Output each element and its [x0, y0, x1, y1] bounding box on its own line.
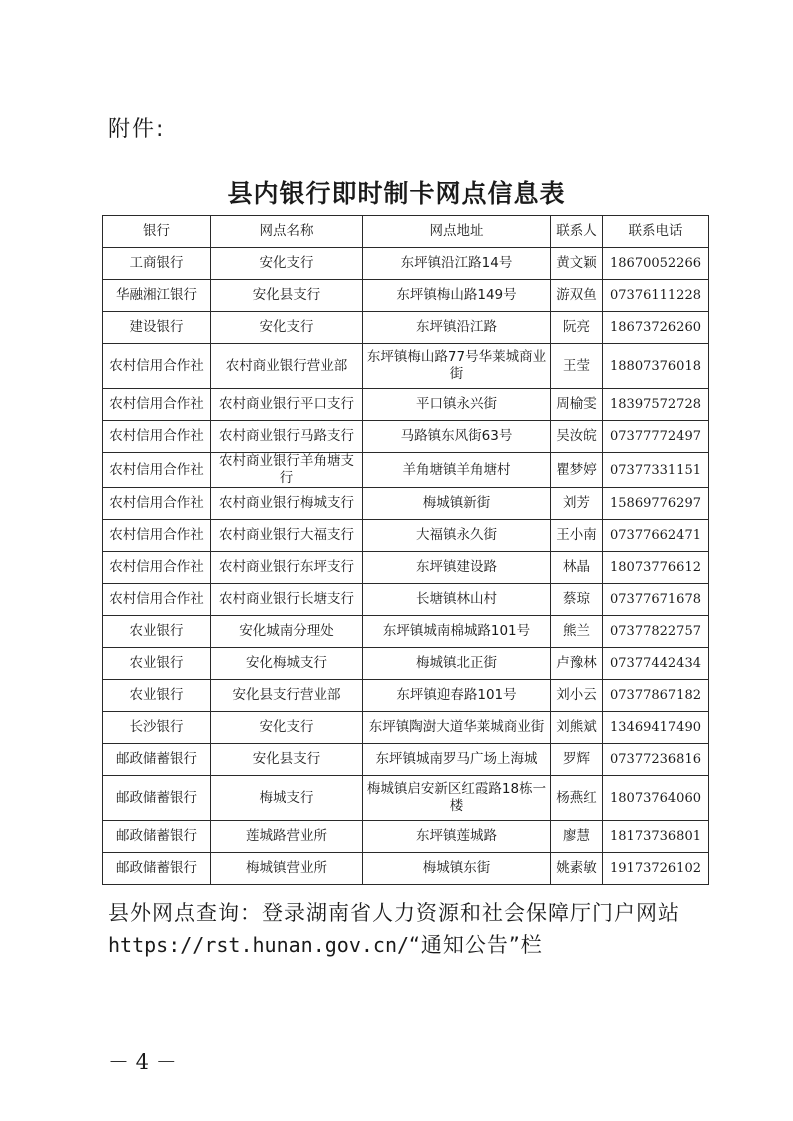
cell-outlet-name: 农村商业银行营业部: [211, 344, 363, 389]
cell-bank: 农村信用合作社: [103, 552, 211, 584]
cell-bank: 农村信用合作社: [103, 584, 211, 616]
cell-bank: 农村信用合作社: [103, 520, 211, 552]
table-row: [103, 776, 709, 821]
cell-contact: 林晶: [551, 552, 603, 584]
cell-phone: 18673726260: [603, 312, 709, 344]
attachment-label: 附件:: [108, 117, 166, 142]
table-row: [103, 389, 709, 421]
cell-phone: 07376111228: [603, 280, 709, 312]
cell-phone: 18807376018: [603, 344, 709, 389]
table-row: [103, 648, 709, 680]
cell-address: 羊角塘镇羊角塘村: [363, 453, 551, 488]
table-row: [103, 552, 709, 584]
table-row: [103, 744, 709, 776]
cell-contact: 刘熊斌: [551, 712, 603, 744]
cell-contact: 黄文颖: [551, 248, 603, 280]
cell-bank: 农村信用合作社: [103, 488, 211, 520]
cell-address: 长塘镇林山村: [363, 584, 551, 616]
cell-bank: 邮政储蓄银行: [103, 853, 211, 885]
cell-contact: 刘芳: [551, 488, 603, 520]
table-row: [103, 312, 709, 344]
document-title: 县内银行即时制卡网点信息表: [227, 179, 566, 208]
cell-contact: 王莹: [551, 344, 603, 389]
cell-address: 梅城镇东街: [363, 853, 551, 885]
table-row: [103, 344, 709, 389]
cell-outlet-name: 农村商业银行平口支行: [211, 389, 363, 421]
cell-contact: 姚素敏: [551, 853, 603, 885]
table-row: [103, 520, 709, 552]
cell-bank: 农村信用合作社: [103, 421, 211, 453]
cell-address: 东坪镇沿江路: [363, 312, 551, 344]
table-row: [103, 453, 709, 488]
cell-contact: 阮亮: [551, 312, 603, 344]
cell-bank: 邮政储蓄银行: [103, 744, 211, 776]
footer-note-url[interactable]: https://rst.hunan.gov.cn/: [108, 933, 410, 957]
cell-bank: 华融湘江银行: [103, 280, 211, 312]
table-row: [103, 584, 709, 616]
cell-bank: 长沙银行: [103, 712, 211, 744]
cell-bank: 工商银行: [103, 248, 211, 280]
cell-outlet-name: 农村商业银行大福支行: [211, 520, 363, 552]
header-phone: 联系电话: [603, 216, 709, 248]
cell-bank: 农业银行: [103, 648, 211, 680]
cell-contact: 卢豫林: [551, 648, 603, 680]
bank-outlet-table: [102, 215, 709, 885]
cell-phone: 19173726102: [603, 853, 709, 885]
cell-address: 大福镇永久街: [363, 520, 551, 552]
table-row: [103, 853, 709, 885]
header-contact: 联系人: [551, 216, 603, 248]
cell-phone: 13469417490: [603, 712, 709, 744]
cell-outlet-name: 农村商业银行羊角塘支行: [211, 453, 363, 488]
cell-outlet-name: 莲城路营业所: [211, 821, 363, 853]
cell-contact: 吴汝皖: [551, 421, 603, 453]
cell-phone: 07377662471: [603, 520, 709, 552]
cell-address: 东坪镇梅山路149号: [363, 280, 551, 312]
table-header-row: [103, 216, 709, 248]
cell-address: 东坪镇迎春路101号: [363, 680, 551, 712]
cell-bank: 农村信用合作社: [103, 389, 211, 421]
cell-phone: 07377236816: [603, 744, 709, 776]
cell-phone: 18173736801: [603, 821, 709, 853]
cell-bank: 邮政储蓄银行: [103, 821, 211, 853]
cell-phone: 07377822757: [603, 616, 709, 648]
cell-phone: 07377867182: [603, 680, 709, 712]
cell-outlet-name: 安化县支行营业部: [211, 680, 363, 712]
table-body: [103, 248, 709, 885]
table-row: [103, 488, 709, 520]
header-outlet-name: 网点名称: [211, 216, 363, 248]
cell-bank: 农业银行: [103, 680, 211, 712]
cell-outlet-name: 农村商业银行东坪支行: [211, 552, 363, 584]
cell-bank: 农村信用合作社: [103, 344, 211, 389]
cell-address: 东坪镇沿江路14号: [363, 248, 551, 280]
cell-phone: 18073764060: [603, 776, 709, 821]
cell-contact: 王小南: [551, 520, 603, 552]
cell-contact: 刘小云: [551, 680, 603, 712]
cell-address: 东坪镇莲城路: [363, 821, 551, 853]
cell-contact: 瞿梦婷: [551, 453, 603, 488]
cell-contact: 蔡琼: [551, 584, 603, 616]
table-row: [103, 821, 709, 853]
cell-outlet-name: 农村商业银行长塘支行: [211, 584, 363, 616]
footer-note-suffix: “通知公告”栏: [409, 933, 543, 957]
cell-outlet-name: 梅城支行: [211, 776, 363, 821]
cell-phone: 07377671678: [603, 584, 709, 616]
cell-bank: 农村信用合作社: [103, 453, 211, 488]
cell-outlet-name: 安化城南分理处: [211, 616, 363, 648]
cell-address: 梅城镇北正街: [363, 648, 551, 680]
cell-phone: 07377772497: [603, 421, 709, 453]
cell-outlet-name: 农村商业银行梅城支行: [211, 488, 363, 520]
cell-outlet-name: 安化支行: [211, 248, 363, 280]
cell-bank: 农业银行: [103, 616, 211, 648]
cell-phone: 18073776612: [603, 552, 709, 584]
cell-outlet-name: 农村商业银行马路支行: [211, 421, 363, 453]
table-row: [103, 616, 709, 648]
cell-contact: 杨燕红: [551, 776, 603, 821]
table-row: [103, 712, 709, 744]
cell-outlet-name: 安化支行: [211, 312, 363, 344]
cell-address: 东坪镇梅山路77号华莱城商业街: [363, 344, 551, 389]
cell-address: 东坪镇城南棉城路101号: [363, 616, 551, 648]
header-bank: 银行: [103, 216, 211, 248]
cell-contact: 周榆雯: [551, 389, 603, 421]
table-row: [103, 680, 709, 712]
page-number: － 4 －: [108, 1050, 177, 1074]
cell-outlet-name: 梅城镇营业所: [211, 853, 363, 885]
table-row: [103, 280, 709, 312]
table-row: [103, 421, 709, 453]
cell-phone: 15869776297: [603, 488, 709, 520]
cell-address: 马路镇东风街63号: [363, 421, 551, 453]
cell-outlet-name: 安化县支行: [211, 280, 363, 312]
header-address: 网点地址: [363, 216, 551, 248]
table-row: [103, 248, 709, 280]
cell-contact: 廖慧: [551, 821, 603, 853]
cell-contact: 游双鱼: [551, 280, 603, 312]
cell-phone: 18670052266: [603, 248, 709, 280]
cell-phone: 18397572728: [603, 389, 709, 421]
footer-note-line1: 县外网点查询：登录湖南省人力资源和社会保障厅门户网站: [108, 901, 680, 925]
cell-outlet-name: 安化支行: [211, 712, 363, 744]
cell-bank: 建设银行: [103, 312, 211, 344]
cell-bank: 邮政储蓄银行: [103, 776, 211, 821]
cell-address: 东坪镇建设路: [363, 552, 551, 584]
cell-outlet-name: 安化梅城支行: [211, 648, 363, 680]
cell-contact: 熊兰: [551, 616, 603, 648]
cell-outlet-name: 安化县支行: [211, 744, 363, 776]
cell-address: 东坪镇城南罗马广场上海城: [363, 744, 551, 776]
cell-address: 东坪镇陶澍大道华莱城商业街: [363, 712, 551, 744]
cell-address: 梅城镇新街: [363, 488, 551, 520]
footer-note: [108, 897, 680, 961]
cell-phone: 07377442434: [603, 648, 709, 680]
cell-address: 梅城镇启安新区红霞路18栋一楼: [363, 776, 551, 821]
cell-phone: 07377331151: [603, 453, 709, 488]
footer-note-line2: [108, 929, 680, 961]
cell-contact: 罗辉: [551, 744, 603, 776]
cell-address: 平口镇永兴街: [363, 389, 551, 421]
